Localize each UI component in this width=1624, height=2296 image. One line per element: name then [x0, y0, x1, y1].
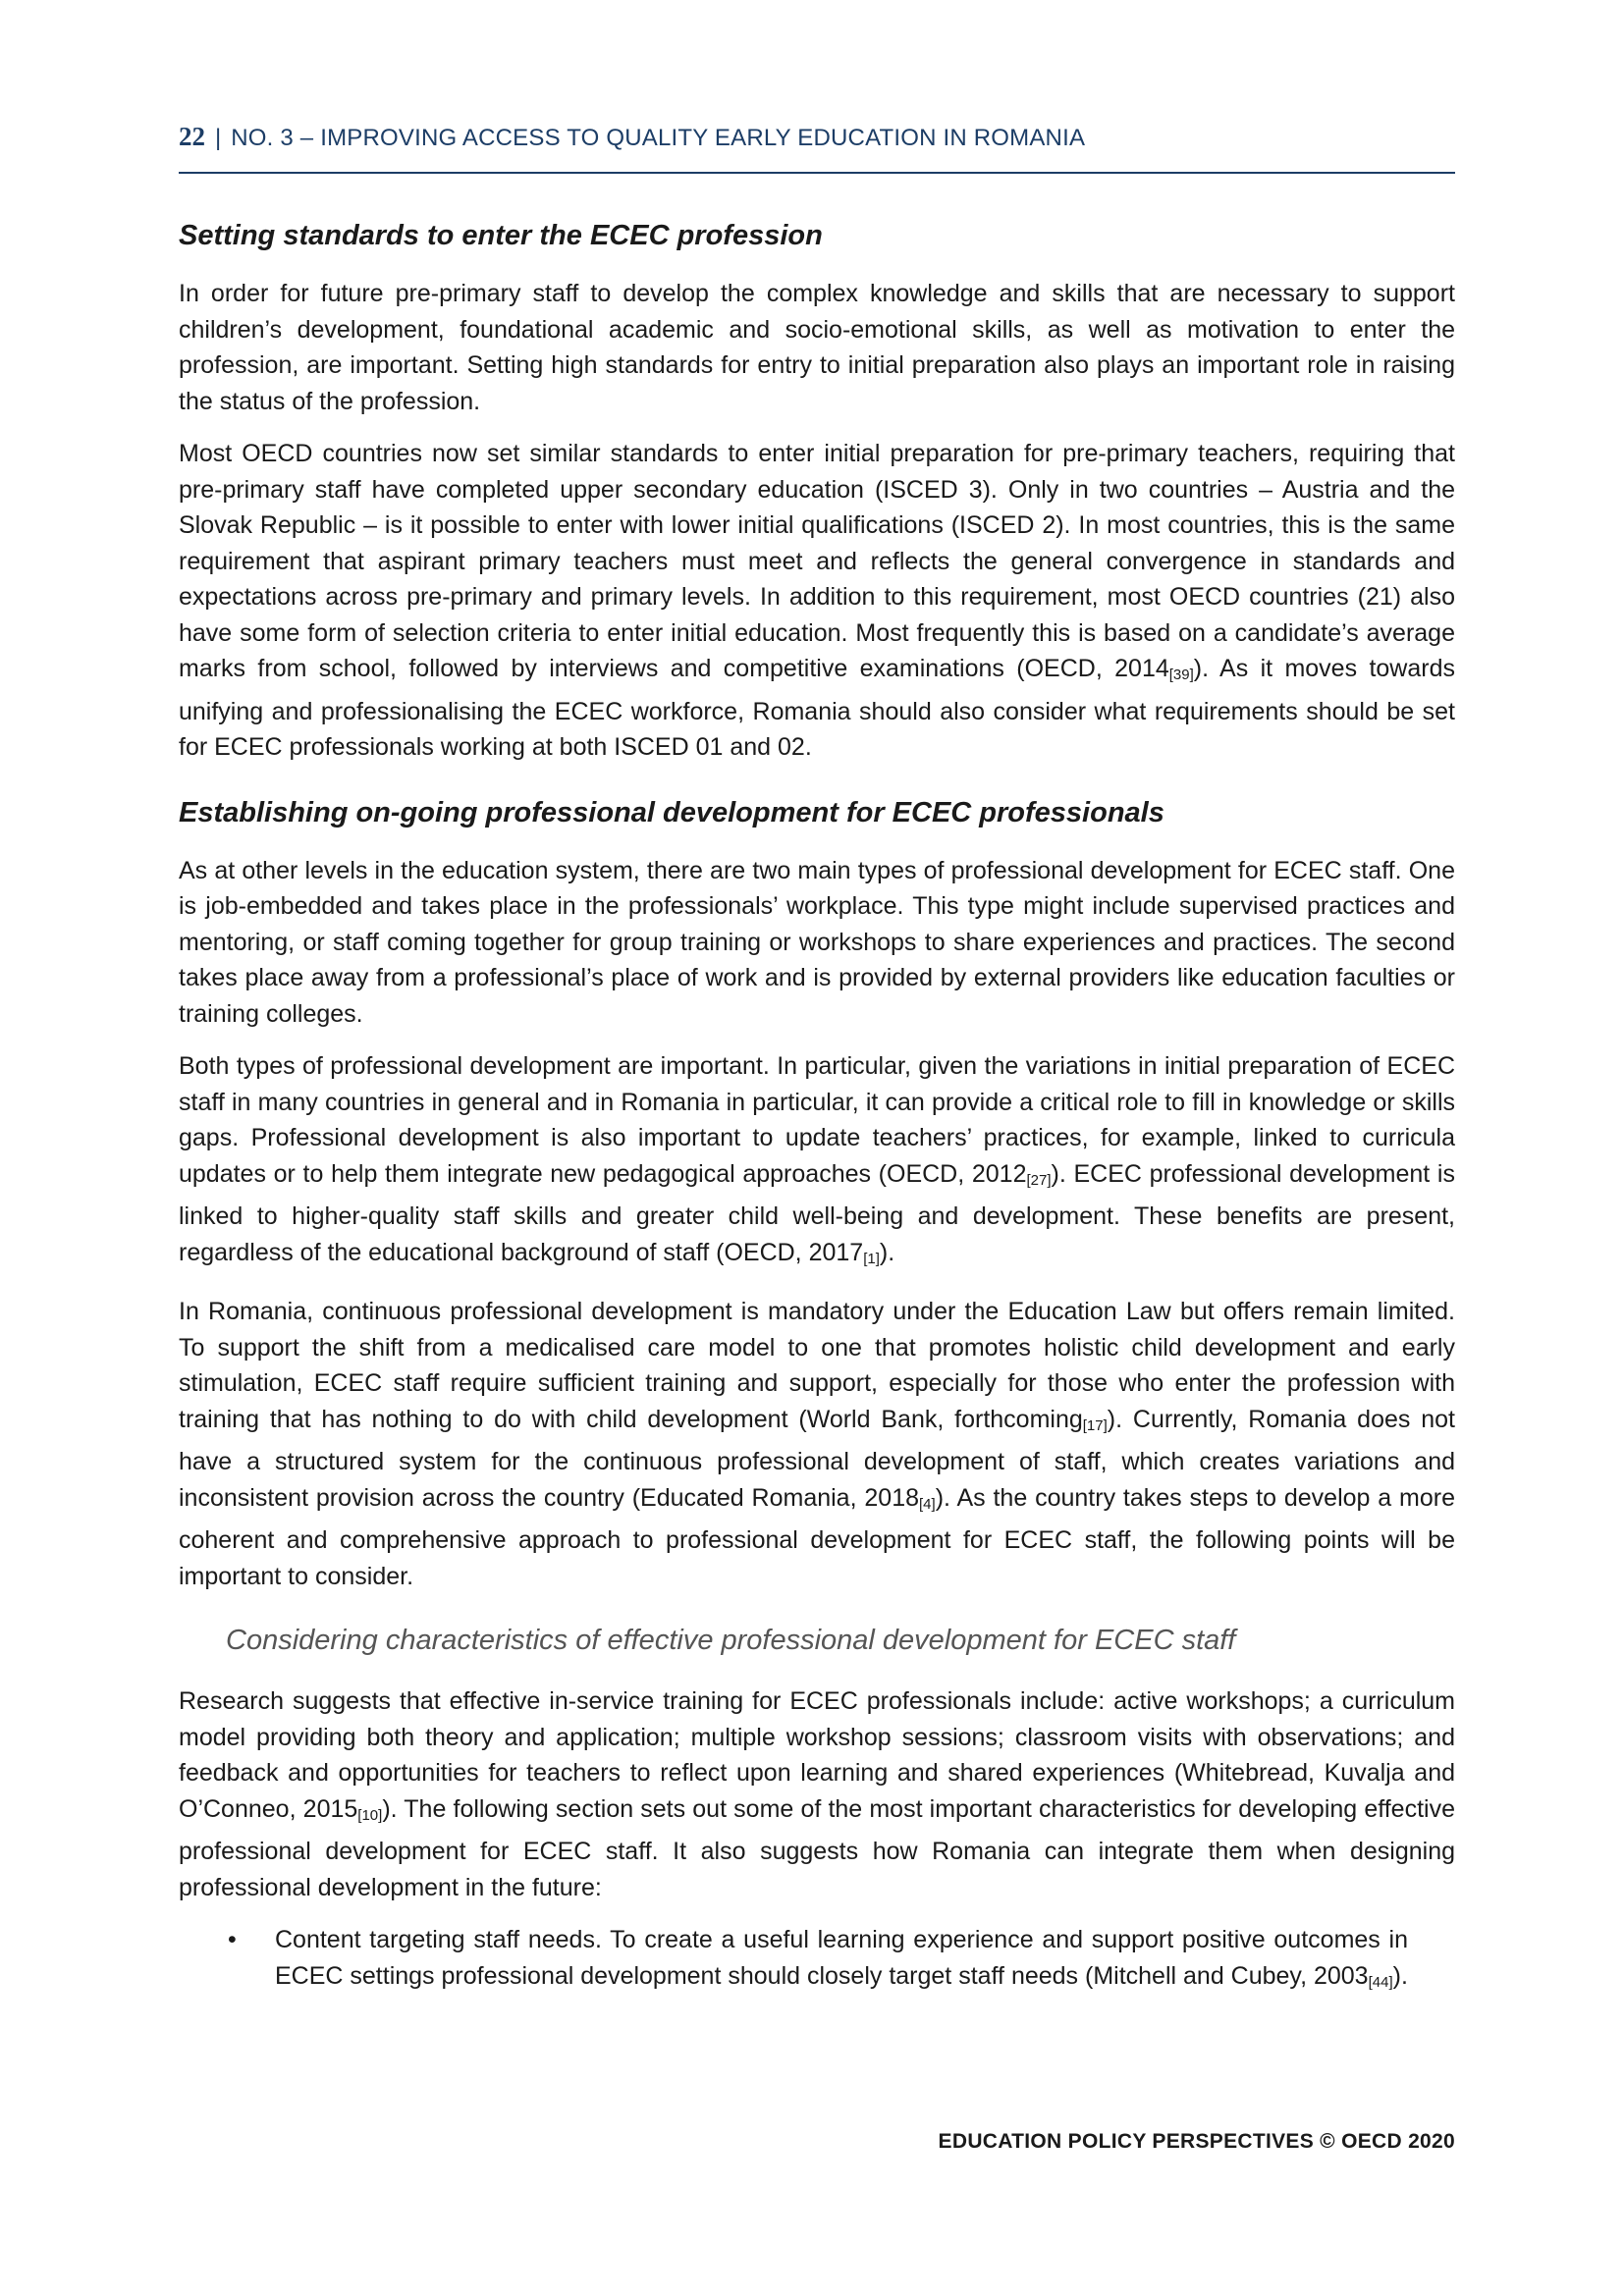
citation-ref: [27]	[1026, 1171, 1052, 1189]
section-heading-standards: Setting standards to enter the ECEC profession	[179, 220, 823, 251]
paragraph: Most OECD countries now set similar standards to enter initial preparation for pre-primary teachers, requiring that pre-primary staff have completed upper secondary education (ISCED 3). Only in two countries – Austria and the Slovak Republic – is it possible to enter with lower initial qualifications (ISCED 2). In most countries, this is the same requirement that aspirant primary teachers must meet and reflects the general convergence in standards and expectations across pre-primary and primary levels. In addition to this requirement, most OECD countries (21) also have some form of selection criteria to enter initial education. Most frequently this is based on a candidate’s average marks from school, followed by interviews and competitive examinations (OECD, $2014_{[39]}$). As it moves towards unifying and professionalising the ECEC workforce, Romania should also consider what requirements should be set for ECEC professionals working at both ISCED 01 and 02.	[179, 440, 1455, 761]
running-title: NO. 3 – IMPROVING ACCESS TO QUALITY EARLY EDUCATION IN ROMANIA	[231, 125, 1086, 151]
citation-ref: [4]	[919, 1495, 936, 1513]
citation-ref: [17]	[1082, 1416, 1108, 1434]
section-heading-professional-development: Establishing on-going professional development for ECEC professionals	[179, 796, 1164, 828]
paragraph: In Romania, continuous professional development is mandatory under the Education Law but offers remain limited. To support the shift from a medicalised care model to one that promotes holistic child development and early stimulation, ECEC staff require sufficient training and support, especially for those who enter the profession with training that has nothing to do with child development (World Bank, forthcoming$_{[17]}$). Currently, Romania does not have a structured system for the continuous professional development of staff, which creates variations and inconsistent provision across the country (Educated Romania, $2018_{[4]}$). As the country takes steps to develop a more coherent and comprehensive approach to professional development for ECEC staff, the following points will be important to consider.	[179, 1298, 1456, 1590]
header-separator: |	[215, 125, 222, 151]
bullet-icon: •	[228, 1926, 237, 1953]
subsection-heading-characteristics: Considering characteristics of effective professional development for ECEC staff	[226, 1625, 1236, 1656]
citation-ref: [39]	[1168, 667, 1194, 683]
paragraph: Research suggests that effective in-service training for ECEC professionals include: active workshops; a curriculum model providing both theory and application; multiple workshop sessions; classroom visits with observations; and feedback and opportunities for teachers to reflect upon learning and shared experiences (Whitebread, Kuvalja and O’Conneo, $2015_{[10]}$). The following section sets out some of the most important characteristics for developing effective professional development for ECEC staff. It also suggests how Romania can integrate them when designing professional development in the future:	[179, 1687, 1455, 1901]
citation-ref: [10]	[357, 1806, 383, 1824]
list-item: • Content targeting staff needs. To create a useful learning experience and support positive outcomes in ECEC settings professional development should closely target staff needs (Mitchell and Cubey, $2003_{[44]}$).	[179, 1922, 1455, 2001]
page-header	[179, 122, 1455, 152]
header-rule	[179, 172, 1455, 174]
paragraph: As at other levels in the education system, there are two main types of professional development for ECEC staff. One is job-embedded and takes place in the professionals’ workplace. This type might include supervised practices and mentoring, or staff coming together for group training or workshops to share experiences and practices. The second takes place away from a professional’s place of work and is provided by external providers like education faculties or training colleges.	[179, 856, 1455, 1028]
paragraph: In order for future pre-primary staff to develop the complex knowledge and skills that are necessary to support children’s development, foundational academic and socio-emotional skills, as well as motivation to enter the profession, are important. Setting high standards for entry to initial preparation also plays an important role in raising the status of the profession.	[179, 280, 1455, 415]
paragraph: Both types of professional development are important. In particular, given the variations in initial preparation of ECEC staff in many countries in general and in Romania in particular, it can provide a critical role to fill in knowledge or skills gaps. Professional development is also important to update teachers’ practices, for example, linked to curricula updates or to help them integrate new pedagogical approaches (OECD, $2012_{[27]}$). ECEC professional development is linked to higher-quality staff skills and greater child well-being and development. These benefits are present, regardless of the educational background of staff (OECD, $2017_{[1]}$).	[179, 1052, 1455, 1267]
document-body	[179, 214, 1455, 2001]
citation-ref: [1]	[863, 1250, 880, 1267]
citation-ref: [44]	[1368, 1973, 1393, 1991]
bullet-list	[179, 1922, 1455, 2001]
page-footer: EDUCATION POLICY PERSPECTIVES © OECD 2020	[938, 2130, 1455, 2153]
page-number: 22	[179, 122, 205, 151]
